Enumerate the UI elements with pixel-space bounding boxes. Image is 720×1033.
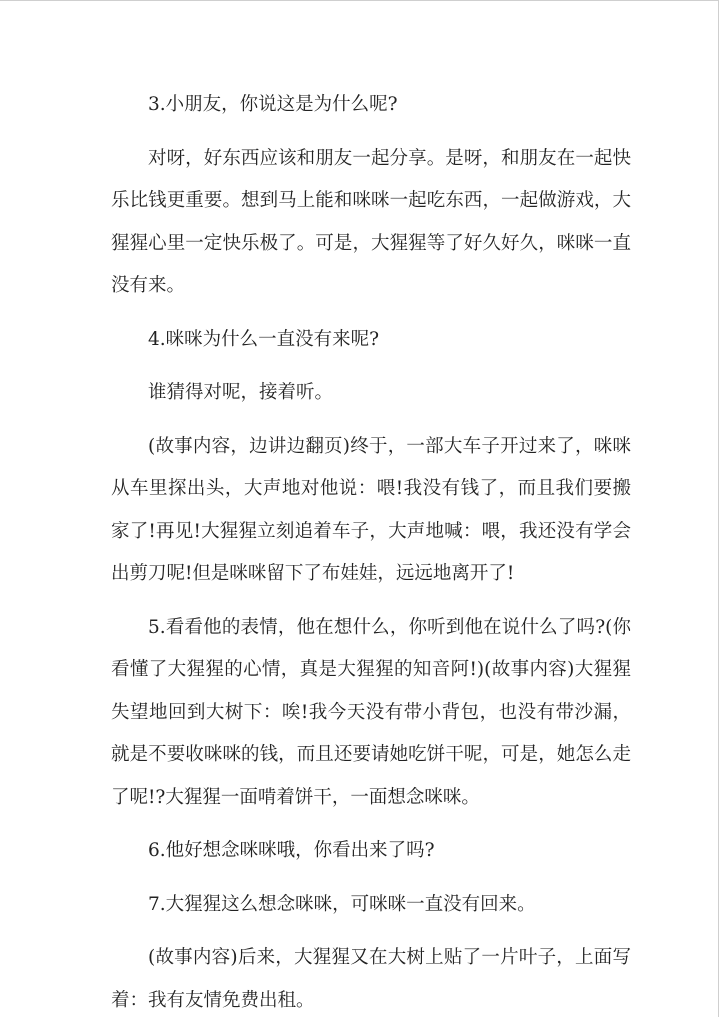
question-paragraph: 6.他好想念咪咪哦，你看出来了吗? — [148, 840, 435, 861]
document-body — [111, 84, 631, 1033]
story-paragraph: 对呀，好东西应该和朋友一起分享。是呀，和朋友在一起快乐比钱更重要。想到马上能和咪咪一起吃东西，一起做游戏，大猩猩心里一定快乐极了。可是，大猩猩等了好久好久，咪咪一直没有来。 — [111, 147, 631, 296]
story-paragraph: (故事内容，边讲边翻页)终于，一部大车子开过来了，咪咪从车里探出头，大声地对他说：喂!我没有钱了，而且我们要搬家了!再见!大猩猩立刻追着车子，大声地喊：喂，我还没有学会出剪刀呢!但是咪咪留下了布娃娃，远远地离开了! — [111, 435, 631, 584]
question-paragraph: 7.大猩猩这么想念咪咪，可咪咪一直没有回来。 — [148, 893, 536, 915]
question-paragraph: 4.咪咪为什么一直没有来呢? — [148, 328, 380, 350]
story-paragraph: (故事内容)后来，大猩猩又在大树上贴了一片叶子，上面写着：我有友情免费出租。 — [111, 947, 631, 1011]
question-paragraph: 3.小朋友，你说这是为什么呢? — [148, 94, 398, 115]
question-paragraph: 5.看看他的表情，他在想什么，你听到他在说什么了吗?(你看懂了大猩猩的心情，真是大猩猩的知音阿!)(故事内容)大猩猩失望地回到大树下：唉!我今天没有带小背包，也没有带沙漏，就是不要收咪咪的钱，而且还要请她吃饼干呢，可是，她怎么走了呢!?大猩猩一面啃着饼干，一面想念咪咪。 — [111, 616, 631, 808]
story-paragraph: 谁猜得对呢，接着听。 — [148, 382, 334, 403]
